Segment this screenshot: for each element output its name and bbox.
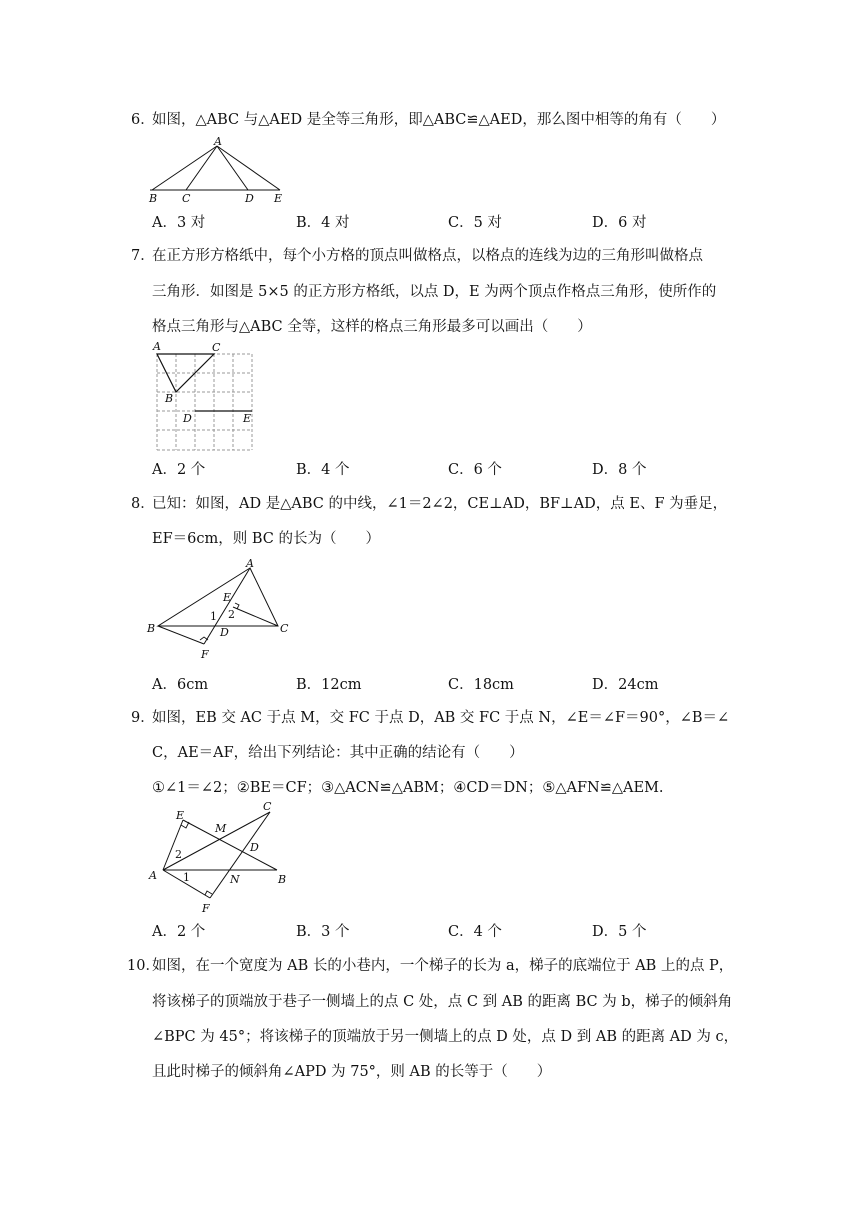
q7-label-e: E — [243, 412, 252, 425]
q8-label-angle-1: 1 — [210, 610, 217, 623]
question-10-text-line-3: ∠BPC 为 45°；将该梯子的顶端放于另一侧墙上的点 D 处，点 D 到 AB 的距离 AD 为 c， — [152, 1029, 739, 1045]
question-6-figure — [140, 136, 290, 208]
question-9-option-c[interactable]: C．4 个 — [448, 924, 502, 940]
q8-segment-bf — [158, 626, 204, 644]
question-7-text-line-2: 三角形．如图是 5×5 的正方形方格纸，以点 D，E 为两个顶点作格点三角形，使所作的 — [152, 284, 717, 300]
question-7-option-b[interactable]: B．4 个 — [296, 462, 350, 478]
question-10-text-line-4: 且此时梯子的倾斜角∠APD 为 75°，则 AB 的长等于（ ） — [152, 1064, 552, 1080]
question-9-option-b[interactable]: B．3 个 — [296, 924, 350, 940]
question-7-number: 7． — [131, 248, 155, 264]
question-6-text: 如图，△ABC 与△AED 是全等三角形，即△ABC≌△AED，那么图中相等的角有（ ） — [152, 112, 726, 128]
question-9-text-line-2: C，AE＝AF，给出下列结论：其中正确的结论有（ ） — [152, 745, 524, 761]
q8-label-f: F — [201, 648, 209, 661]
question-9-text-line-3: ①∠1＝∠2；②BE＝CF；③△ACN≌△ABM；④CD＝DN；⑤△AFN≌△AEM. — [152, 780, 664, 796]
q9-label-d: D — [250, 841, 259, 854]
question-8-text-line-2: EF＝6cm，则 BC 的长为（ ） — [152, 531, 380, 547]
q7-label-b: B — [165, 392, 174, 405]
q6-label-a: A — [214, 135, 222, 148]
question-9-option-a[interactable]: A．2 个 — [152, 924, 206, 940]
question-8-figure — [142, 556, 302, 664]
question-8-option-b[interactable]: B．12cm — [296, 677, 362, 693]
q9-segment-ae — [163, 820, 183, 870]
question-6-number: 6． — [131, 112, 155, 128]
q7-triangle-abc — [157, 354, 214, 392]
q6-segment-ab — [152, 146, 217, 190]
q6-label-d: D — [245, 192, 254, 205]
question-8-number: 8． — [131, 496, 155, 512]
q6-segment-ac — [186, 146, 217, 190]
question-9-text-line-1: 如图，EB 交 AC 于点 M，交 FC 于点 D，AB 交 FC 于点 N，∠E＝∠F＝90°，∠B＝∠ — [152, 710, 730, 726]
q8-label-c: C — [280, 622, 289, 635]
q8-label-angle-2: 2 — [228, 608, 235, 621]
question-7-text-line-3: 格点三角形与△ABC 全等，这样的格点三角形最多可以画出（ ） — [152, 319, 592, 335]
q9-label-n: N — [230, 873, 240, 886]
q9-segment-eb — [183, 820, 277, 870]
q9-label-c: C — [263, 800, 272, 813]
q9-label-angle-1: 1 — [183, 871, 190, 884]
q8-label-a: A — [246, 557, 254, 570]
q8-triangle-abc — [158, 568, 278, 626]
q6-segment-ad — [217, 146, 248, 190]
question-8-text-line-1: 已知：如图，AD 是△ABC 的中线，∠1＝2∠2，CE⊥AD，BF⊥AD，点 E、F 为垂足， — [152, 496, 728, 512]
question-6-option-d[interactable]: D．6 对 — [592, 215, 647, 231]
q9-label-a: A — [149, 869, 157, 882]
q8-label-d: D — [220, 626, 229, 639]
q8-segment-ce — [233, 607, 278, 626]
question-10-text-line-1: 如图，在一个宽度为 AB 长的小巷内，一个梯子的长为 a，梯子的底端位于 AB 上的点 P， — [152, 958, 734, 974]
q7-label-a: A — [153, 340, 161, 353]
question-7-option-c[interactable]: C．6 个 — [448, 462, 502, 478]
question-7-option-d[interactable]: D．8 个 — [592, 462, 647, 478]
q8-label-b: B — [147, 622, 156, 635]
q9-right-angle-f — [205, 891, 212, 895]
question-7-grid-figure — [145, 340, 265, 455]
question-8-option-c[interactable]: C．18cm — [448, 677, 514, 693]
question-10-text-line-2: 将该梯子的顶端放于巷子一侧墙上的点 C 处，点 C 到 AB 的距离 BC 为 b，梯子的倾斜角 — [152, 994, 733, 1010]
q6-segment-ae — [217, 146, 280, 190]
question-6-option-c[interactable]: C．5 对 — [448, 215, 502, 231]
question-8-option-a[interactable]: A．6cm — [152, 677, 209, 693]
q7-label-c: C — [212, 341, 221, 354]
question-7-option-a[interactable]: A．2 个 — [152, 462, 206, 478]
question-9-number: 9． — [131, 710, 155, 726]
question-6-option-a[interactable]: A．3 对 — [152, 215, 206, 231]
q9-label-m: M — [215, 822, 227, 835]
q9-label-e: E — [176, 809, 185, 822]
q9-label-b: B — [278, 873, 287, 886]
q7-label-d: D — [183, 412, 192, 425]
question-9-figure — [142, 800, 302, 920]
question-8-option-d[interactable]: D．24cm — [592, 677, 659, 693]
question-9-option-d[interactable]: D．5 个 — [592, 924, 647, 940]
q6-label-b: B — [149, 192, 158, 205]
q9-label-f: F — [202, 902, 210, 915]
q9-label-angle-2: 2 — [175, 848, 182, 861]
question-7-text-line-1: 在正方形方格纸中，每个小方格的顶点叫做格点，以格点的连线为边的三角形叫做格点 — [152, 248, 703, 264]
question-10-number: 10． — [127, 958, 160, 974]
q6-label-e: E — [274, 192, 283, 205]
question-6-option-b[interactable]: B．4 对 — [296, 215, 350, 231]
q8-label-e: E — [223, 591, 232, 604]
q6-label-c: C — [182, 192, 191, 205]
